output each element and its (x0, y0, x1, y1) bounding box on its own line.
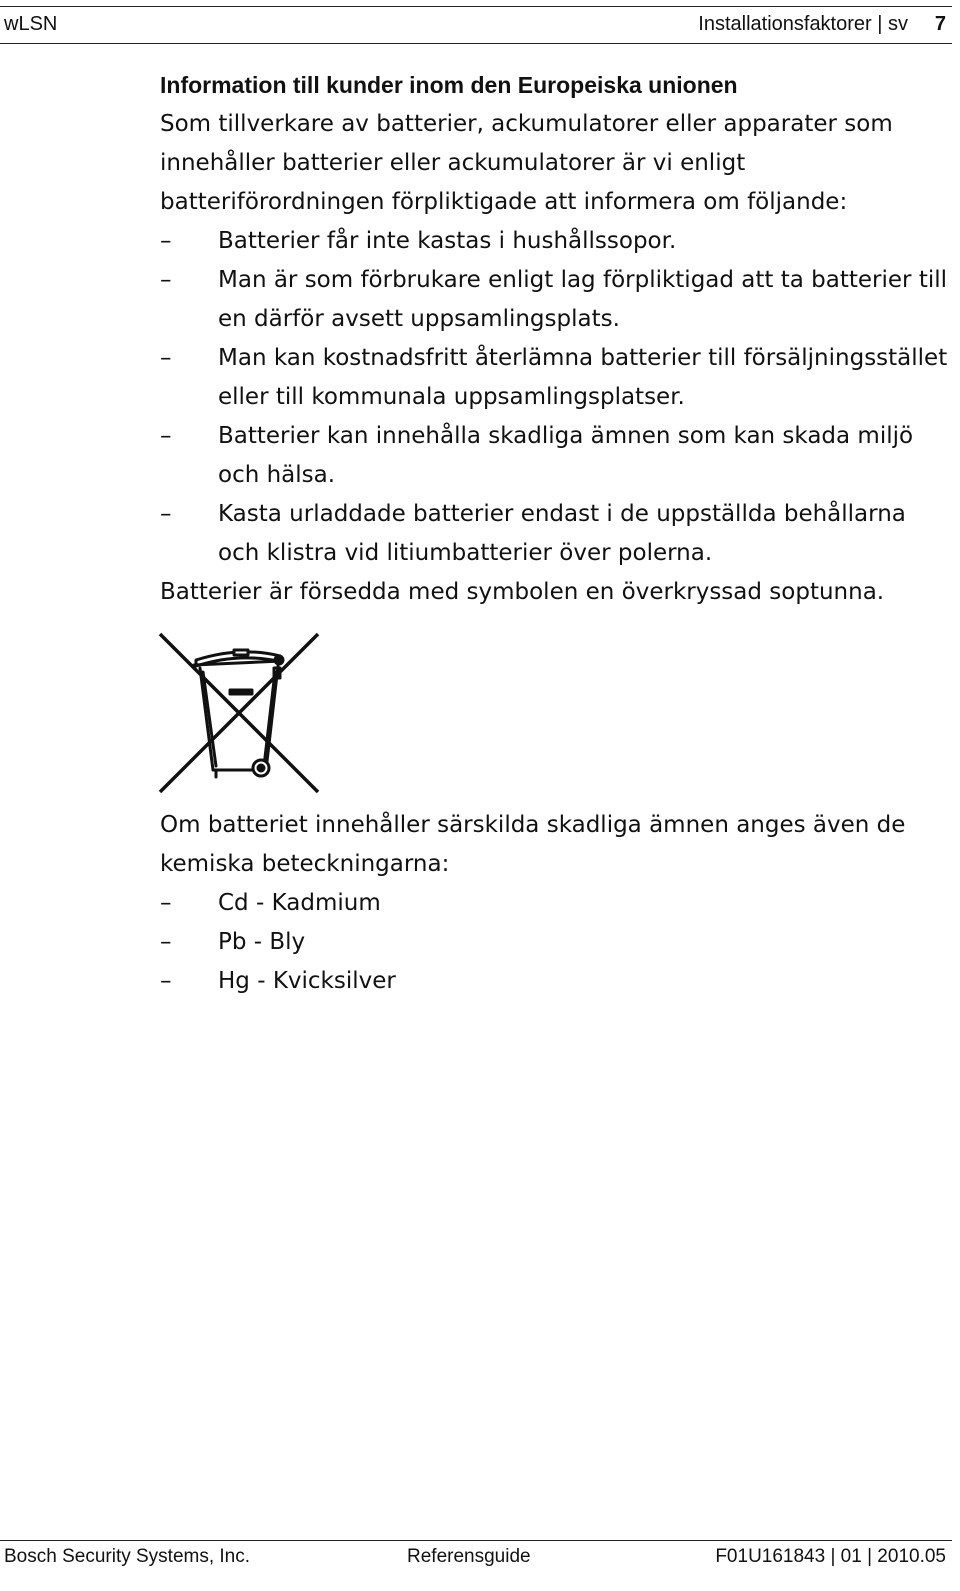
chemical-intro: Om batteriet innehåller särskilda skadliga ämnen anges även de kemiska beteckningarna: (160, 812, 906, 877)
dash-marker: – (160, 501, 172, 527)
list-item (160, 884, 950, 923)
footer-doc-id: F01U161843 | 01 | 2010.05 (715, 1546, 946, 1567)
chemical-list (160, 884, 950, 1001)
dash-marker: – (160, 929, 172, 955)
list-item (160, 923, 950, 962)
section-heading: Information till kunder inom den Europeiska unionen (160, 72, 738, 98)
page-footer (0, 1540, 952, 1570)
symbol-note: Batterier är försedda med symbolen en överkryssad soptunna. (160, 579, 885, 605)
header-product: wLSN (4, 13, 58, 35)
list-item (160, 417, 950, 495)
list-item-text: Kasta urladdade batterier endast i de uppställda behållarna och klistra vid litiumbatterier över polerna. (218, 501, 906, 566)
page-header (0, 6, 952, 44)
battery-rules-list (160, 222, 950, 573)
footer-company: Bosch Security Systems, Inc. (4, 1546, 251, 1567)
dash-marker: – (160, 968, 172, 994)
intro-paragraph: Som tillverkare av batterier, ackumulatorer eller apparater som innehåller batterier eller ackumulatorer är vi enligt batteriförordningen förpliktigade att informera om följande: (160, 111, 893, 215)
list-item-text: Hg - Kvicksilver (218, 968, 396, 994)
list-item-text: Man kan kostnadsfritt återlämna batterier till försäljningsstället eller till kommunala uppsamlingsplatser. (218, 345, 948, 410)
dash-marker: – (160, 228, 172, 254)
dash-marker: – (160, 890, 172, 916)
list-item-text: Man är som förbrukare enligt lag förpliktigad att ta batterier till en därför avsett uppsamlingsplats. (218, 267, 948, 332)
page-content (160, 66, 950, 1001)
dash-marker: – (160, 423, 172, 449)
list-item-text: Batterier kan innehålla skadliga ämnen som kan skada miljö och hälsa. (218, 423, 914, 488)
footer-doc-type: Referensguide (407, 1546, 531, 1567)
list-item-text: Batterier får inte kastas i hushållssopor. (218, 228, 677, 254)
list-item (160, 962, 950, 1001)
crossed-out-wheelie-bin-icon (158, 632, 320, 794)
header-section: Installationsfaktorer | sv (698, 13, 908, 35)
list-item (160, 261, 950, 339)
dash-marker: – (160, 345, 172, 371)
page-number: 7 (934, 13, 946, 35)
list-item-text: Cd - Kadmium (218, 890, 381, 916)
list-item (160, 495, 950, 573)
dash-marker: – (160, 267, 172, 293)
list-item (160, 339, 950, 417)
list-item-text: Pb - Bly (218, 929, 306, 955)
list-item (160, 222, 950, 261)
